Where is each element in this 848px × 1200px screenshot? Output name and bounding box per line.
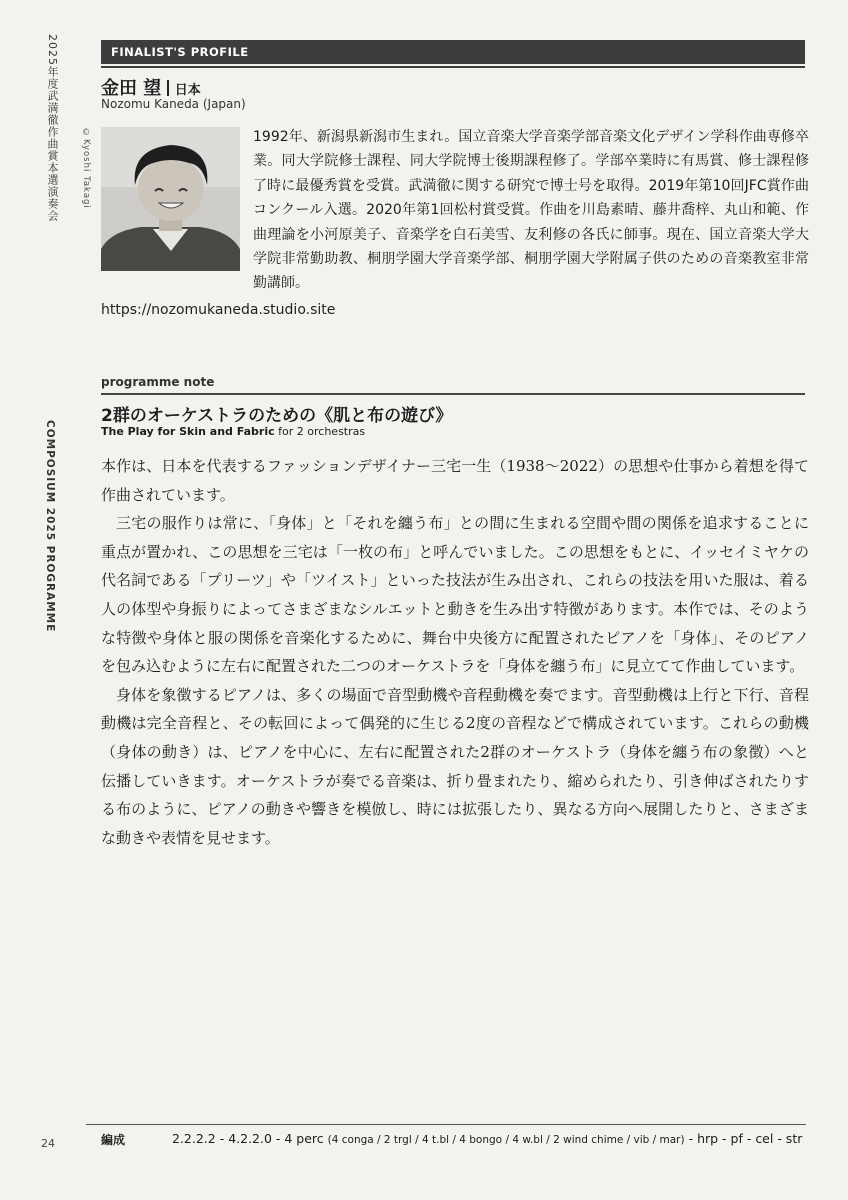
work-title-jp: 2群のオーケストラのための《肌と布の遊び》 [101, 406, 453, 426]
note-paragraph-3: 身体を象徴するピアノは、多くの場面で音型動機や音程動機を奏でます。音型動機は上行と下行、音程動機は完全音程と、その転回によって偶発的に生じる2度の音程などで構成されています。これらの動機（身体の動き）は、ピアノを中心に、左右に配置された2群のオーケストラ（身体を纏う布の象徴）へと伝播していきます。オーケストラが奏でる音楽は、折り畳まれたり、縮められたり、引き伸ばされたりする布のように、ピアノの動きや響きを模倣し、時には拡張したり、異なる方向へ展開したりと、さまざまな動きや表情を見せます。 [101, 685, 809, 847]
profile-header-bar: FINALIST'S PROFILE [101, 40, 805, 64]
programme-note-label: programme note [101, 375, 215, 389]
vertical-programme-title: COMPOSIUM 2025 PROGRAMME [44, 420, 56, 633]
note-paragraph-2: 三宅の服作りは常に、「身体」と「それを纏う布」との間に生まれる空間や間の関係を追求することに重点が置かれ、この思想を三宅は「一枚の布」と呼んでいました。この思想をもとに、イッセイミヤケの代名詞である「プリーツ」や「ツイスト」といった技法が生み出され、これらの技法を用いた服は、着る人の体型や身振りによってさまざまなシルエットと動きを生み出す特徴があります。本作では、そのような特徴や身体と服の関係を音楽化するために、舞台中央後方に配置されたピアノを「身体」、そのピアノを包み込むように左右に配置された二つのオーケストラを「身体を纏う布」に見立てて作曲しています。 [101, 514, 809, 676]
instrumentation-percussion-detail: (4 conga / 2 trgl / 4 t.bl / 4 bongo / 4 w.bl / 2 wind chime / vib / mar) [327, 1134, 685, 1146]
instrumentation-main: 2.2.2.2 - 4.2.2.0 - 4 perc [172, 1131, 328, 1146]
programme-note-body [101, 452, 809, 852]
page-number: 24 [41, 1137, 55, 1150]
instrumentation-label: 編成 [101, 1133, 126, 1147]
programme-note-rule [101, 393, 805, 395]
finalist-country: 日本 [174, 83, 201, 98]
finalist-bio: 1992年、新潟県新潟市生まれ。国立音楽大学音楽学部音楽文化デザイン学科作曲専修卒業。同大学院修士課程、同大学院博士後期課程修了。学部卒業時に有馬賞、修士課程修了時に最優秀賞を受賞。武満徹に関する研究で博士号を取得。2019年第10回JFC賞作曲コンクール入選。2020年第1回松村賞受賞。作曲を川島素晴、藤井喬梓、丸山和範、作曲理論を小河原美子、音楽学を白石美雪、友利修の各氏に師事。現在、国立音楽大学大学院非常勤助教、桐朋学園大学音楽学部、桐朋学園大学附属子供のための音楽教室非常勤講師。 [253, 129, 809, 292]
instrumentation-tail: - hrp - pf - cel - str [684, 1131, 803, 1146]
name-separator [167, 80, 169, 96]
profile-header-rule [101, 66, 805, 68]
portrait-illustration [101, 127, 240, 271]
finalist-website-link[interactable]: https://nozomukaneda.studio.site [101, 302, 336, 318]
portrait-photo [101, 127, 240, 271]
footer-rule [86, 1124, 806, 1125]
instrumentation-text [172, 1131, 802, 1146]
work-title-en-rest: for 2 orchestras [274, 425, 366, 438]
vertical-publication-title: 2025年度武満徹作曲賞本選演奏会 [46, 34, 59, 222]
finalist-name-jp: 金田 望 [101, 78, 162, 99]
finalist-name-en: Nozomu Kaneda (Japan) [101, 97, 246, 111]
note-paragraph-1: 本作は、日本を代表するファッションデザイナー三宅一生（1938〜2022）の思想や仕事から着想を得て作曲されています。 [101, 457, 809, 504]
photo-credit: ©Kyoshi Takagi [81, 128, 91, 209]
work-title-en [101, 425, 365, 438]
work-title-en-main: The Play for Skin and Fabric [101, 425, 275, 438]
